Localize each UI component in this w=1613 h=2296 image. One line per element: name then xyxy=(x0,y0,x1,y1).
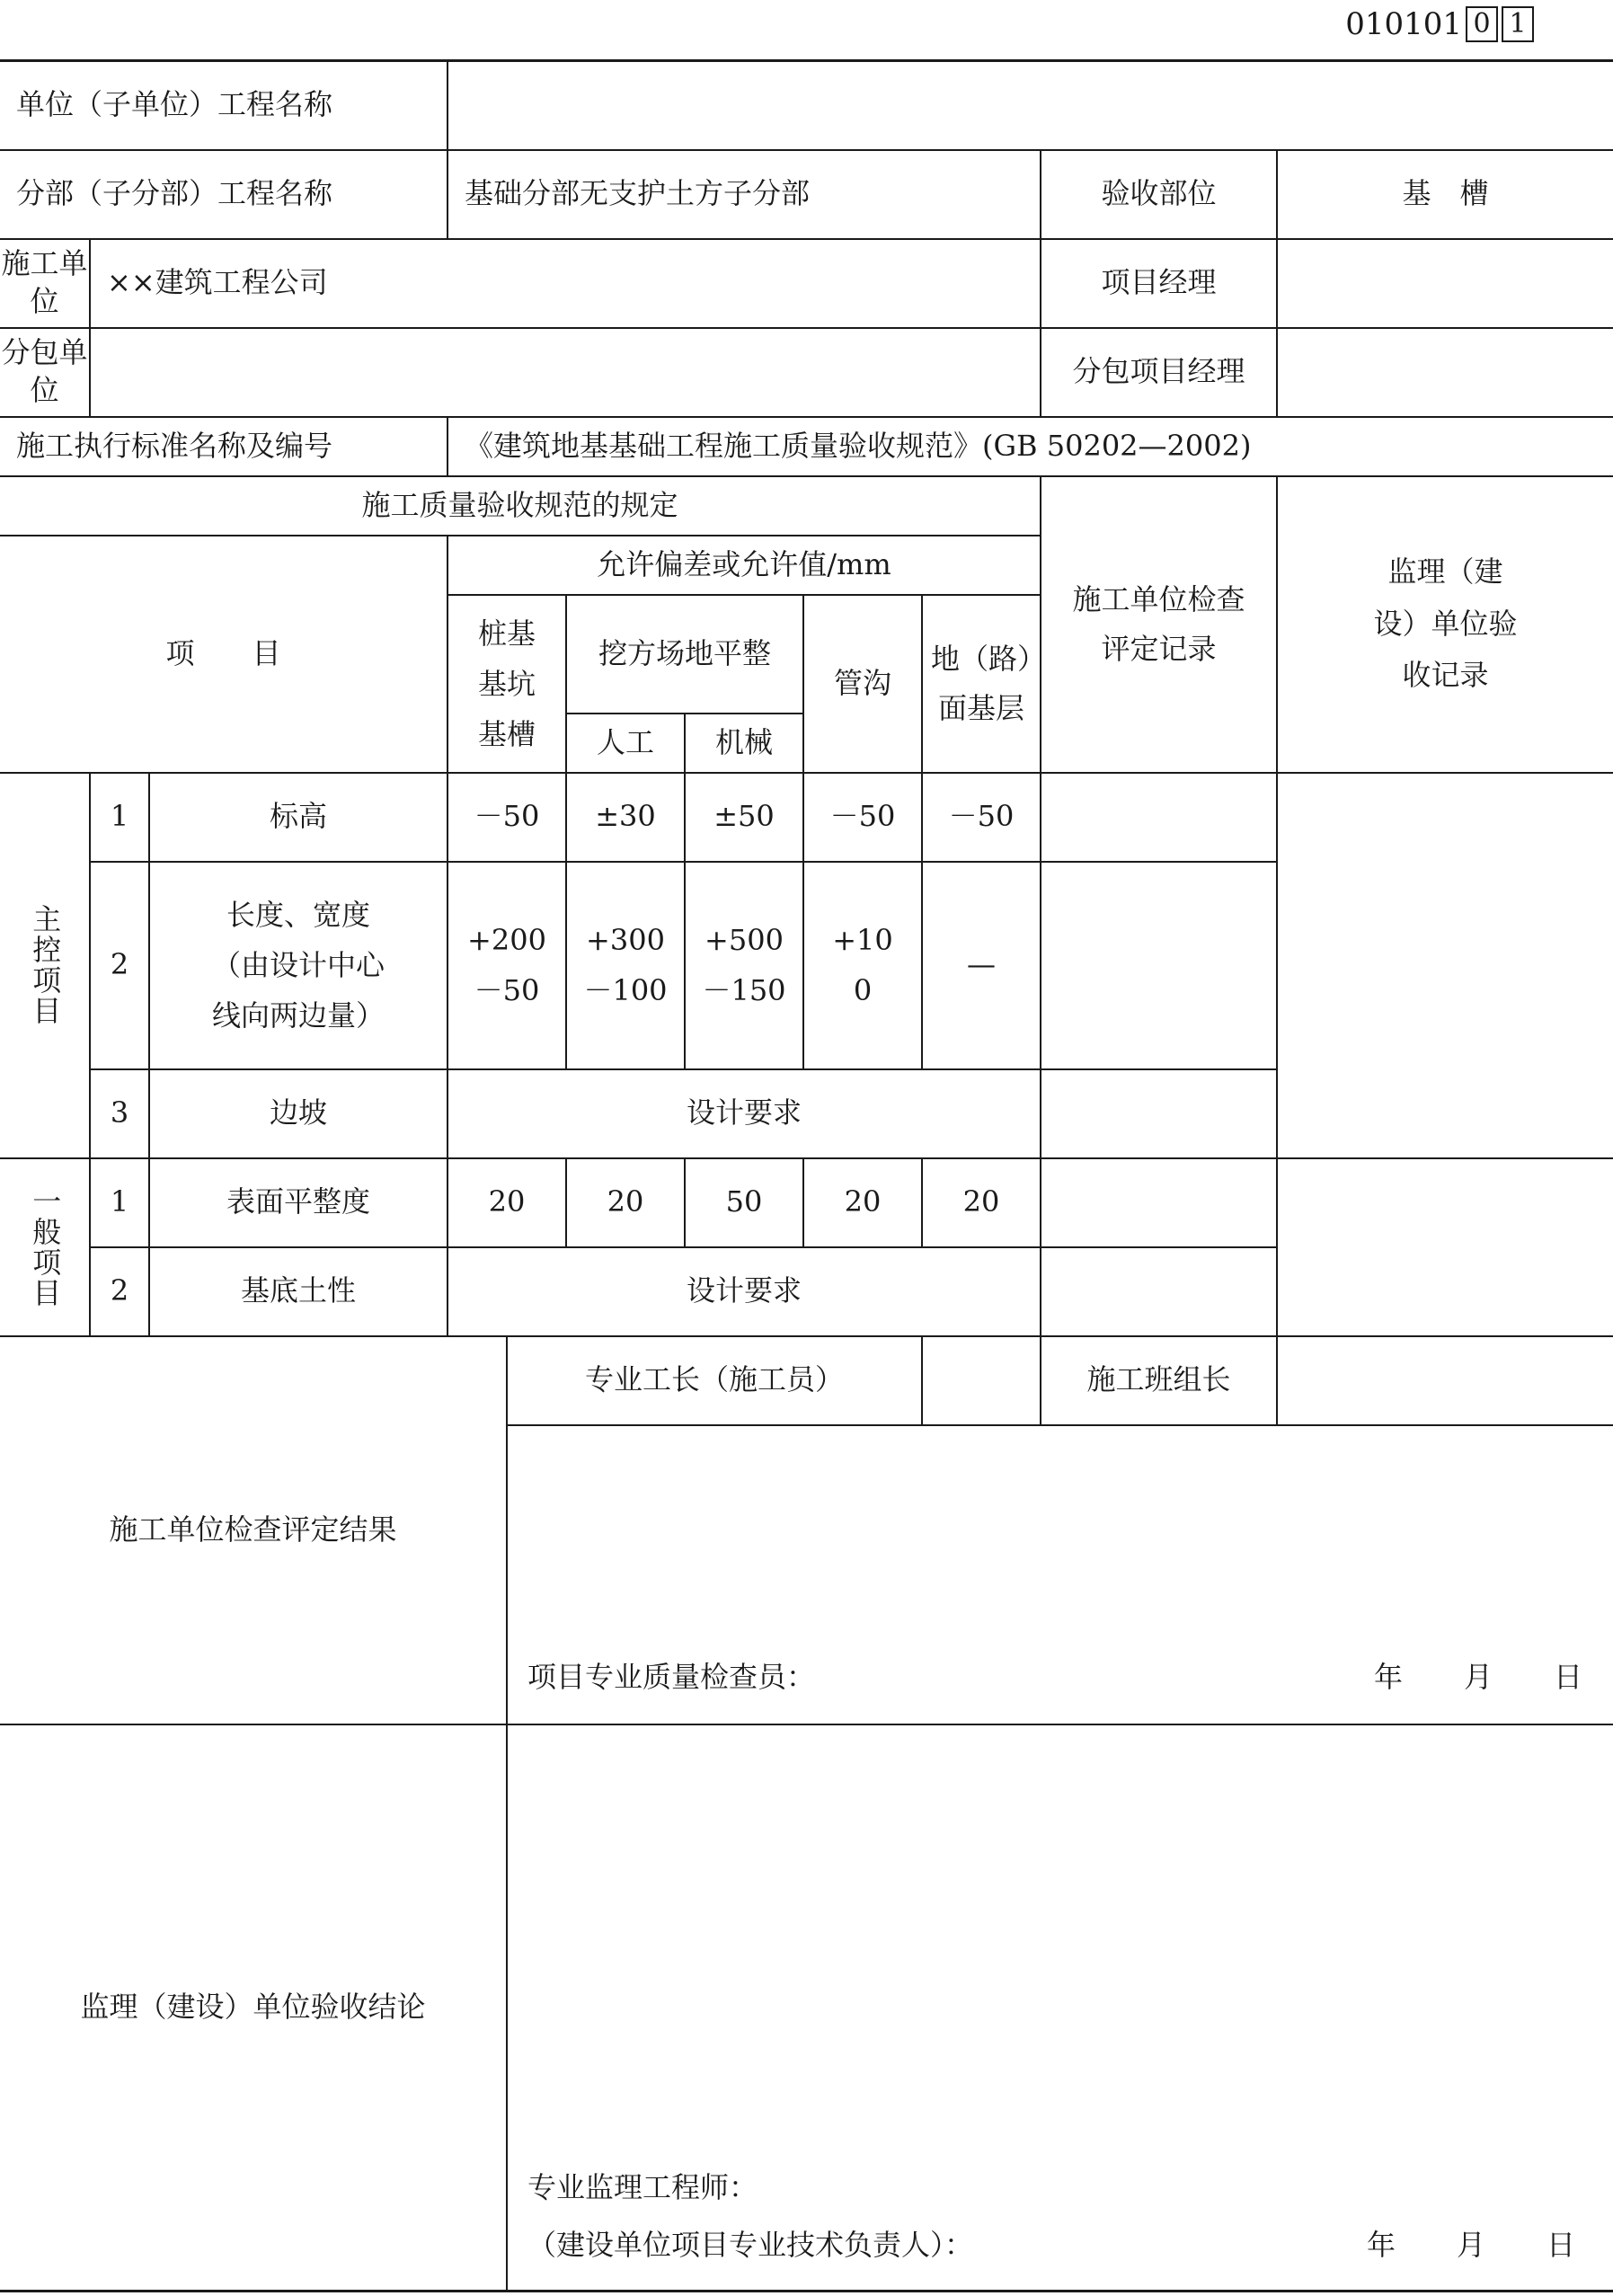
spec-title: 施工质量验收规范的规定 xyxy=(0,476,1041,536)
conclusion-year: 年 xyxy=(1367,2227,1396,2262)
main-item-manual: ±30 xyxy=(566,773,685,862)
result-month: 月 xyxy=(1464,1659,1493,1694)
main-items-label: 主控项目 xyxy=(28,904,63,1026)
general-item-merged-value: 设计要求 xyxy=(448,1247,1041,1336)
conclusion-date xyxy=(1336,2227,1606,2265)
check-record-header-text: 施工单位检查评定记录 xyxy=(1072,582,1245,666)
supervision-record-header-text: 监理（建设）单位验收记录 xyxy=(1373,554,1518,693)
main-item-trench: －50 xyxy=(803,773,922,862)
general-item-check-record[interactable] xyxy=(1041,1247,1277,1336)
general-item-road: 20 xyxy=(922,1158,1041,1247)
col-manual-header: 人工 xyxy=(566,714,685,773)
item-header: 项 目 xyxy=(0,536,448,773)
unit-project-label: 单位（子单位）工程名称 xyxy=(0,61,448,150)
main-items-group xyxy=(0,773,90,1158)
sub-project-value[interactable]: 基础分部无支护土方子分部 xyxy=(448,150,1041,239)
foreman-value[interactable] xyxy=(922,1336,1041,1425)
main-item-pile xyxy=(448,862,566,1069)
main-item-no: 2 xyxy=(90,862,149,1069)
form-code-box-2: 1 xyxy=(1502,6,1534,42)
unit-project-value[interactable] xyxy=(448,61,1613,150)
main-item-pile: －50 xyxy=(448,773,566,862)
general-item-machine: 50 xyxy=(685,1158,803,1247)
main-item-trench-text: +10 0 xyxy=(832,923,893,1007)
col-road-text: 地（路）面基层 xyxy=(930,642,1032,725)
main-item-machine-text: +500 －150 xyxy=(702,923,786,1007)
inspection-table xyxy=(0,59,1613,2292)
inspector-label: 项目专业质量检查员： xyxy=(527,1659,816,1694)
conclusion-label: 监理（建设）单位验收结论 xyxy=(0,1724,507,2292)
main-item-manual xyxy=(566,862,685,1069)
form-code-box-1: 0 xyxy=(1466,6,1498,42)
subcontract-unit-value[interactable] xyxy=(90,328,1041,417)
col-trench-header: 管沟 xyxy=(803,595,922,773)
main-item-manual-text: +300 －100 xyxy=(583,923,668,1007)
col-excavation-header: 挖方场地平整 xyxy=(566,595,803,714)
col-machine-header: 机械 xyxy=(685,714,803,773)
owner-label: （建设单位项目专业技术负责人）： xyxy=(527,2227,974,2262)
main-items-supervision-record[interactable] xyxy=(1277,773,1613,1158)
result-label: 施工单位检查评定结果 xyxy=(0,1336,507,1724)
tolerance-header: 允许偏差或允许值/mm xyxy=(448,536,1041,595)
result-year: 年 xyxy=(1374,1659,1404,1694)
col-pile-header xyxy=(448,595,566,773)
project-manager-value[interactable] xyxy=(1277,239,1613,328)
standard-label: 施工执行标准名称及编号 xyxy=(0,417,448,476)
form-code-prefix: 010101 xyxy=(1345,6,1462,42)
general-items-supervision-record[interactable] xyxy=(1277,1158,1613,1336)
conclusion-day: 日 xyxy=(1547,2227,1576,2262)
check-record-header xyxy=(1041,476,1277,773)
conclusion-month: 月 xyxy=(1457,2227,1486,2262)
conclusion-signature-area[interactable] xyxy=(507,1724,1613,2292)
main-item-road: －50 xyxy=(922,773,1041,862)
team-leader-value[interactable] xyxy=(1277,1336,1613,1425)
engineer-label: 专业监理工程师： xyxy=(527,2169,758,2204)
result-signature-wrap xyxy=(508,1426,1613,1724)
main-item-name-text: 长度、宽度（由设计中心线向两边量） xyxy=(211,898,385,1033)
general-items-label: 一般项目 xyxy=(28,1185,63,1308)
subcontract-manager-label: 分包项目经理 xyxy=(1041,328,1277,417)
team-leader-label: 施工班组长 xyxy=(1041,1336,1277,1425)
general-item-trench: 20 xyxy=(803,1158,922,1247)
supervision-record-header xyxy=(1277,476,1613,773)
construction-unit-label: 施工单位 xyxy=(0,239,90,328)
result-date xyxy=(1343,1659,1613,1697)
main-item-check-record[interactable] xyxy=(1041,773,1277,862)
general-item-no: 2 xyxy=(90,1247,149,1336)
col-road-header xyxy=(922,595,1041,773)
construction-unit-value[interactable]: ××建筑工程公司 xyxy=(90,239,1041,328)
main-item-check-record[interactable] xyxy=(1041,1069,1277,1158)
acceptance-location-value[interactable]: 基 槽 xyxy=(1277,150,1613,239)
standard-value[interactable]: 《建筑地基基础工程施工质量验收规范》(GB 50202—2002) xyxy=(448,417,1613,476)
general-item-manual: 20 xyxy=(566,1158,685,1247)
general-item-pile: 20 xyxy=(448,1158,566,1247)
main-item-pile-text: +200 －50 xyxy=(467,923,546,1007)
conclusion-signature-wrap xyxy=(508,1725,1613,2290)
col-pile-text: 桩基基坑基槽 xyxy=(477,616,536,751)
foreman-label: 专业工长（施工员） xyxy=(507,1336,922,1425)
main-item-check-record[interactable] xyxy=(1041,862,1277,1069)
general-item-name: 基底土性 xyxy=(149,1247,448,1336)
general-items-group xyxy=(0,1158,90,1336)
form-code xyxy=(1345,0,1534,49)
subcontract-unit-label: 分包单位 xyxy=(0,328,90,417)
main-item-name: 标高 xyxy=(149,773,448,862)
subcontract-manager-value[interactable] xyxy=(1277,328,1613,417)
main-item-machine xyxy=(685,862,803,1069)
main-item-name: 边坡 xyxy=(149,1069,448,1158)
main-item-name xyxy=(149,862,448,1069)
general-item-no: 1 xyxy=(90,1158,149,1247)
main-item-machine: ±50 xyxy=(685,773,803,862)
main-item-no: 3 xyxy=(90,1069,149,1158)
general-item-name: 表面平整度 xyxy=(149,1158,448,1247)
result-signature-area[interactable] xyxy=(507,1425,1613,1724)
main-item-trench xyxy=(803,862,922,1069)
main-item-merged-value: 设计要求 xyxy=(448,1069,1041,1158)
sub-project-label: 分部（子分部）工程名称 xyxy=(0,150,448,239)
main-item-road: — xyxy=(922,862,1041,1069)
acceptance-location-label: 验收部位 xyxy=(1041,150,1277,239)
general-item-check-record[interactable] xyxy=(1041,1158,1277,1247)
project-manager-label: 项目经理 xyxy=(1041,239,1277,328)
main-item-no: 1 xyxy=(90,773,149,862)
result-day: 日 xyxy=(1554,1659,1583,1694)
